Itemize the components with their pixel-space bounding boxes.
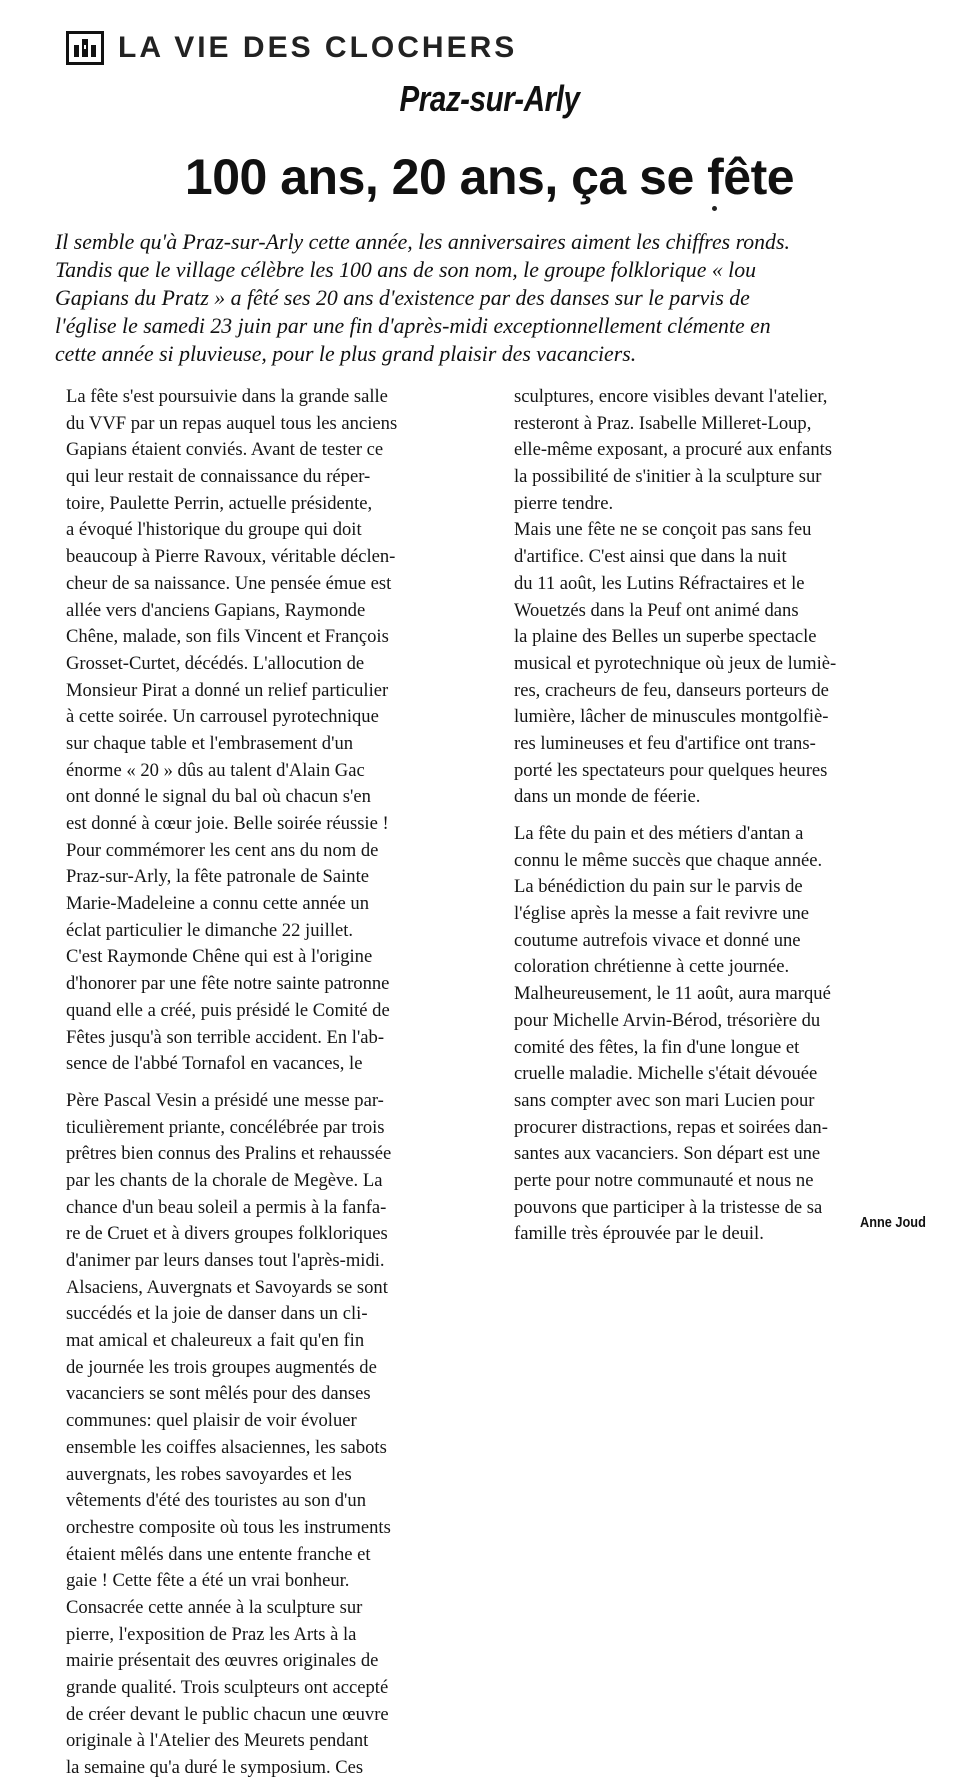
text-line: Marie-Madeleine a connu cette année un (66, 893, 370, 915)
paragraph-gap (514, 811, 934, 821)
lead-line: cette année si pluvieuse, pour le plus grand plaisir des vacanciers. (55, 342, 637, 366)
text-line: comité des fêtes, la fin d'une longue et (514, 1036, 800, 1058)
text-line: Père Pascal Vesin a présidé une messe par- (66, 1089, 384, 1111)
text-line: Alsaciens, Auvergnats et Savoyards se sont (66, 1276, 388, 1298)
text-line: pierre, l'exposition de Praz les Arts à la (66, 1623, 357, 1645)
text-line: auvergnats, les robes savoyardes et les (66, 1463, 352, 1485)
lead-line: l'église le samedi 23 juin par une fin d'après-midi exceptionnellement clémente en (55, 314, 771, 338)
text-line: sans compter avec son mari Lucien pour (514, 1089, 815, 1111)
text-line: lumière, lâcher de minuscules montgolfiè- (514, 706, 829, 728)
text-line: ensemble les coiffes alsaciennes, les sabots (66, 1436, 387, 1458)
text-line: Fêtes jusqu'à son terrible accident. En l'ab- (66, 1026, 385, 1048)
text-line: sculptures, encore visibles devant l'atelier, (514, 386, 828, 407)
text-line: ticulièrement priante, concélébrée par trois (66, 1116, 385, 1138)
text-line: du 11 août, les Lutins Réfractaires et le (514, 572, 805, 594)
text-line: La fête s'est poursuivie dans la grande salle (66, 386, 388, 407)
text-line: Malheureusement, le 11 août, aura marqué (514, 983, 831, 1005)
text-line: communes: quel plaisir de voir évoluer (66, 1410, 357, 1432)
text-line: pour Michelle Arvin-Bérod, trésorière du (514, 1009, 821, 1031)
text-line: par les chants de la chorale de Megève. La (66, 1169, 383, 1191)
section-title: LA VIE DES CLOCHERS (118, 31, 518, 64)
article-column-right (514, 384, 934, 1248)
section-header (66, 28, 517, 68)
text-line: connu le même succès que chaque année. (514, 849, 823, 871)
text-line: cruelle maladie. Michelle s'était dévouée (514, 1063, 818, 1085)
text-line: res, cracheurs de feu, danseurs porteurs de (514, 679, 829, 701)
paragraph-gap (66, 1078, 469, 1088)
text-line: porté les spectateurs pour quelques heures (514, 759, 828, 781)
text-line: d'honorer par une fête notre sainte patronne (66, 973, 390, 995)
lead-line: Il semble qu'à Praz-sur-Arly cette année, les anniversaires aiment les chiffres ronds. (55, 230, 790, 254)
text-line: vacanciers se sont mêlés pour des danses (66, 1383, 371, 1405)
print-speck (712, 206, 717, 211)
text-line: Mais une fête ne se conçoit pas sans feu (514, 519, 812, 541)
article-place: Praz-sur-Arly (399, 78, 580, 119)
text-line: vêtements d'été des touristes au son d'un (66, 1490, 367, 1512)
text-line: énorme « 20 » dûs au talent d'Alain Gac (66, 759, 365, 781)
text-line: allée vers d'anciens Gapians, Raymonde (66, 599, 366, 621)
text-line: dans un monde de féerie. (514, 786, 701, 808)
lead-line: Gapians du Pratz » a fêté ses 20 ans d'existence par des danses sur le parvis de (55, 286, 750, 310)
text-line: grande qualité. Trois sculpteurs ont accepté (66, 1677, 389, 1698)
text-line: Grosset-Curtet, décédés. L'allocution de (66, 652, 365, 674)
text-line: Praz-sur-Arly, la fête patronale de Sainte (66, 866, 370, 888)
lead-line: Tandis que le village célèbre les 100 ans de son nom, le groupe folklorique « lou (55, 258, 757, 282)
text-line: originale à l'Atelier des Meurets pendant (66, 1730, 369, 1752)
text-line: Chêne, malade, son fils Vincent et François (66, 626, 389, 648)
text-line: l'église après la messe a fait revivre une (514, 903, 810, 925)
text-line: qui leur restait de connaissance du réper- (66, 466, 371, 488)
text-line: mat amical et chaleureux a fait qu'en fin (66, 1330, 365, 1352)
text-line: pierre tendre. (514, 492, 614, 514)
text-line: Wouetzés dans la Peuf ont animé dans (514, 599, 799, 621)
text-line: ont donné le signal du bal où chacun s'en (66, 786, 371, 808)
text-line: sur chaque table et l'embrasement d'un (66, 732, 354, 754)
text-line: toire, Paulette Perrin, actuelle présidente, (66, 492, 373, 514)
text-line: la semaine qu'a duré le symposium. Ces (66, 1757, 364, 1779)
text-line: La bénédiction du pain sur le parvis de (514, 876, 803, 898)
text-line: a évoqué l'historique du groupe qui doit (66, 519, 362, 541)
text-line: sence de l'abbé Tornafol en vacances, le (66, 1053, 363, 1075)
text-line: Monsieur Pirat a donné un relief particulier (66, 679, 389, 701)
text-line: est donné à cœur joie. Belle soirée réussie ! (66, 813, 389, 834)
text-line: perte pour notre communauté et nous ne (514, 1169, 814, 1191)
text-line: pouvons que participer à la tristesse de sa (514, 1196, 823, 1218)
bell-tower-icon (66, 31, 104, 65)
text-line: coloration chrétienne à cette journée. (514, 956, 790, 978)
text-line: mairie présentait des œuvres originales de (66, 1650, 379, 1672)
text-line: re de Cruet et à divers groupes folkloriques (66, 1223, 388, 1245)
text-line: succédés et la joie de danser dans un cli- (66, 1303, 368, 1325)
text-line: la plaine des Belles un superbe spectacle (514, 626, 817, 648)
text-line: orchestre composite où tous les instruments (66, 1516, 391, 1538)
text-line: C'est Raymonde Chêne qui est à l'origine (66, 946, 373, 968)
text-line: res lumineuses et feu d'artifice ont trans- (514, 732, 816, 754)
text-line: d'artifice. C'est ainsi que dans la nuit (514, 546, 787, 568)
text-line: gaie ! Cette fête a été un vrai bonheur. (66, 1570, 350, 1592)
article-column-left (66, 384, 469, 1782)
text-line: éclat particulier le dimanche 22 juillet. (66, 919, 354, 941)
text-line: chance d'un beau soleil a permis à la fanfa- (66, 1196, 387, 1218)
article-headline: 100 ans, 20 ans, ça se fête (184, 149, 795, 205)
text-line: Consacrée cette année à la sculpture sur (66, 1596, 363, 1618)
article-lead (55, 228, 944, 368)
text-line: du VVF par un repas auquel tous les anciens (66, 412, 398, 434)
text-line: prêtres bien connus des Pralins et rehaussée (66, 1143, 392, 1165)
text-line: quand elle a créé, puis présidé le Comité de (66, 999, 390, 1021)
text-line: Gapians étaient conviés. Avant de tester ce (66, 439, 384, 461)
text-line: famille très éprouvée par le deuil. (514, 1223, 764, 1245)
text-line: la possibilité de s'initier à la sculpture sur (514, 466, 822, 488)
text-line: d'animer par leurs danses tout l'après-midi. (66, 1250, 385, 1271)
text-line: elle-même exposant, a procuré aux enfants (514, 439, 833, 461)
text-line: resteront à Praz. Isabelle Milleret-Loup, (514, 412, 812, 434)
text-line: La fête du pain et des métiers d'antan a (514, 823, 804, 844)
text-line: de créer devant le public chacun une œuvre (66, 1703, 389, 1725)
text-line: santes aux vacanciers. Son départ est une (514, 1143, 821, 1165)
text-line: beaucoup à Pierre Ravoux, véritable déclen- (66, 546, 396, 568)
bell-tower-icon-graphic (72, 37, 98, 59)
text-line: de journée les trois groupes augmentés de (66, 1356, 377, 1378)
article-signature: Anne Joud (860, 1214, 926, 1231)
text-line: à cette soirée. Un carrousel pyrotechnique (66, 706, 379, 728)
text-line: Pour commémorer les cent ans du nom de (66, 839, 379, 861)
text-line: cheur de sa naissance. Une pensée émue est (66, 572, 392, 594)
text-line: coutume autrefois vivace et donné une (514, 929, 801, 951)
text-line: étaient mêlés dans une entente franche et (66, 1543, 371, 1565)
text-line: musical et pyrotechnique où jeux de lumiè- (514, 652, 837, 674)
text-line: procurer distractions, repas et soirées dan- (514, 1116, 828, 1138)
